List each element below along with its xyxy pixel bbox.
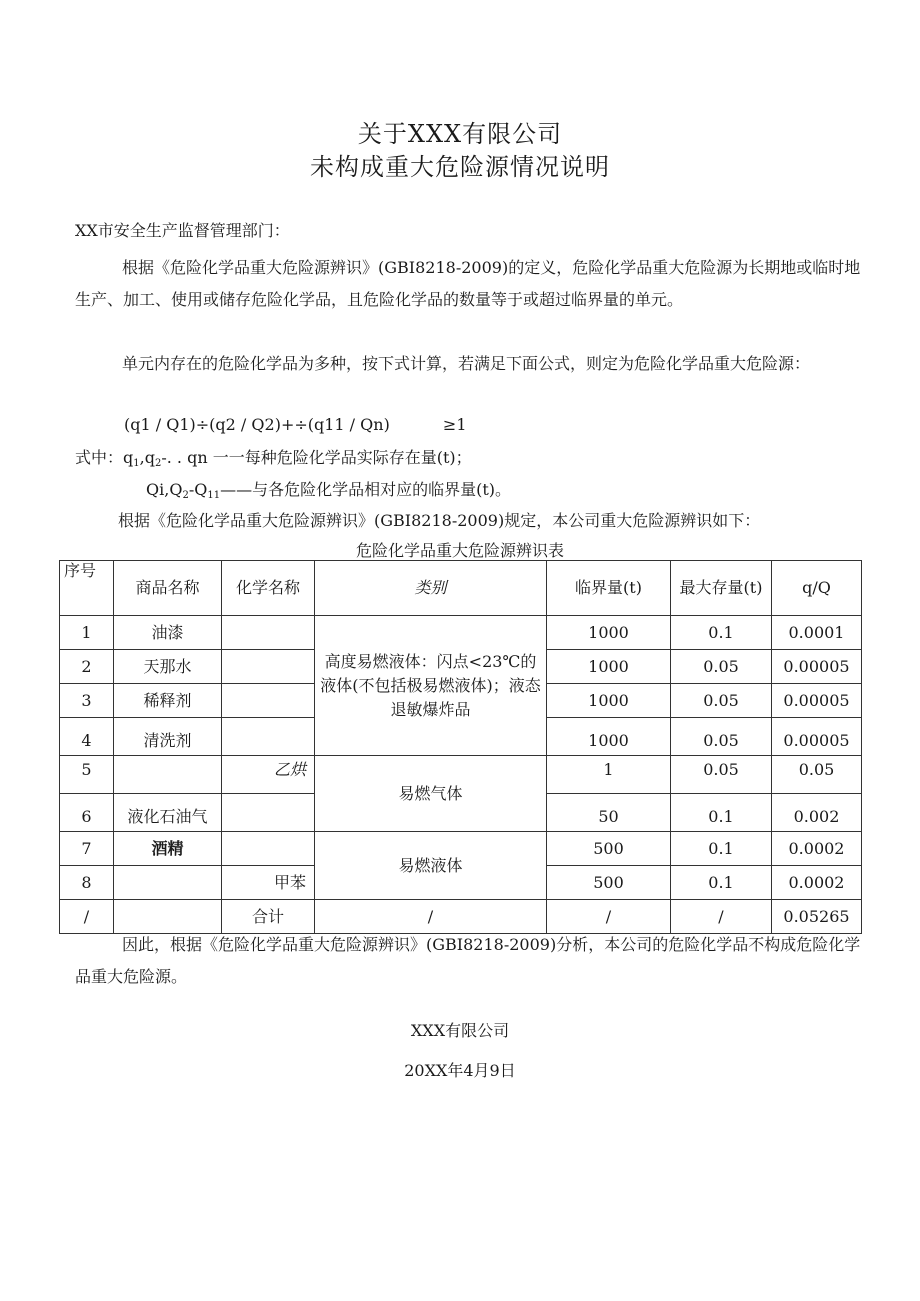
legend2-a: Qi,Q xyxy=(146,480,183,499)
header-seq: 序号 xyxy=(60,561,114,616)
formula-threshold: ≥1 xyxy=(442,415,467,434)
legend-sub-1: 1 xyxy=(133,458,140,469)
title-line-1: 关于XXX有限公司 xyxy=(357,120,563,148)
legend-rest: -. . qn 一一每种危险化学品实际存在量(t)； xyxy=(161,448,472,467)
table-caption: 危险化学品重大危险源辨识表 xyxy=(355,541,564,560)
cell-product xyxy=(114,866,222,900)
cell-product: 液化石油气 xyxy=(114,794,222,832)
legend-q: q xyxy=(123,448,134,467)
cell-chem xyxy=(222,684,315,718)
formula-expression: (q1 / Q1)÷(q2 / Q2)+÷(q11 / Qn) xyxy=(124,415,390,434)
signature-date: 20XX年4月9日 xyxy=(404,1061,516,1080)
cell-product: 酒精 xyxy=(114,832,222,866)
cell-product xyxy=(114,756,222,794)
cell-max: 0.1 xyxy=(671,832,772,866)
cell-max: 0.1 xyxy=(671,616,772,650)
cell-seq: 5 xyxy=(60,756,114,794)
header-chem: 化学名称 xyxy=(222,561,315,616)
table-header-row xyxy=(60,561,862,616)
cell-chem xyxy=(222,718,315,756)
formula-legend-Q xyxy=(146,480,511,500)
cell-ratio: 0.0002 xyxy=(772,832,862,866)
cell-threshold: 1000 xyxy=(547,650,671,684)
signature-company: XXX有限公司 xyxy=(410,1021,510,1040)
total-threshold: / xyxy=(547,900,671,934)
cell-threshold: 500 xyxy=(547,832,671,866)
cell-ratio: 0.002 xyxy=(772,794,862,832)
cell-max: 0.05 xyxy=(671,684,772,718)
total-max: / xyxy=(671,900,772,934)
paragraph-multiple: 单元内存在的危险化学品为多种，按下式计算，若满足下面公式，则定为危险化学品重大危险源： xyxy=(122,354,811,373)
cell-chem xyxy=(222,650,315,684)
cell-seq: 8 xyxy=(60,866,114,900)
header-category: 类别 xyxy=(315,561,547,616)
cell-threshold: 1000 xyxy=(547,616,671,650)
header-product: 商品名称 xyxy=(114,561,222,616)
cell-max: 0.1 xyxy=(671,794,772,832)
header-threshold: 临界量(t) xyxy=(547,561,671,616)
total-seq: / xyxy=(60,900,114,934)
cell-threshold: 500 xyxy=(547,866,671,900)
paragraph-definition: 根据《危险化学品重大危险源辨识》(GBI8218-2009)的定义，危险化学品重大危险源为长期地或临时地生产、加工、使用或储存危险化学品，且危险化学品的数量等于或超过临界量的单元。 xyxy=(75,258,861,309)
table-row xyxy=(60,756,862,794)
cell-product: 稀释剂 xyxy=(114,684,222,718)
paragraph-conclusion: 因此，根据《危险化学品重大危险源辨识》(GBI8218-2009)分析，本公司的危险化学品不构成危险化学品重大危险源。 xyxy=(75,935,861,986)
table-row xyxy=(60,616,862,650)
legend-mid: ,q xyxy=(139,448,155,467)
total-label: 合计 xyxy=(222,900,315,934)
legend-prefix: 式中： xyxy=(75,448,124,467)
cell-ratio: 0.05 xyxy=(772,756,862,794)
cell-chem xyxy=(222,832,315,866)
formula xyxy=(124,415,467,435)
cell-ratio: 0.0002 xyxy=(772,866,862,900)
cell-category-group-1: 高度易燃液体：闪点<23℃的液体(不包括极易燃液体)；液态退敏爆炸品 xyxy=(315,616,547,756)
cell-seq: 3 xyxy=(60,684,114,718)
header-ratio: q/Q xyxy=(772,561,862,616)
legend2-c: ——与各危险化学品相对应的临界量(t)。 xyxy=(220,480,511,499)
legend-sub-2: 2 xyxy=(154,458,162,469)
cell-category-group-2: 易燃气体 xyxy=(315,756,547,832)
cell-max: 0.1 xyxy=(671,866,772,900)
cell-seq: 4 xyxy=(60,718,114,756)
cell-threshold: 50 xyxy=(547,794,671,832)
cell-threshold: 1 xyxy=(547,756,671,794)
cell-ratio: 0.00005 xyxy=(772,684,862,718)
total-category: / xyxy=(315,900,547,934)
cell-max: 0.05 xyxy=(671,650,772,684)
cell-chem: 甲苯 xyxy=(222,866,315,900)
legend2-sub-11: 11 xyxy=(207,490,221,501)
cell-ratio: 0.0001 xyxy=(772,616,862,650)
header-max: 最大存量(t) xyxy=(671,561,772,616)
legend2-sub-2: 2 xyxy=(182,490,189,501)
formula-legend-q xyxy=(75,448,472,468)
cell-seq: 2 xyxy=(60,650,114,684)
table-row xyxy=(60,832,862,866)
hazard-identification-table xyxy=(59,560,862,934)
title-line-2: 未构成重大危险源情况说明 xyxy=(310,153,610,181)
cell-seq: 1 xyxy=(60,616,114,650)
cell-seq: 7 xyxy=(60,832,114,866)
cell-product: 油漆 xyxy=(114,616,222,650)
cell-max: 0.05 xyxy=(671,718,772,756)
cell-threshold: 1000 xyxy=(547,718,671,756)
cell-ratio: 0.00005 xyxy=(772,650,862,684)
cell-threshold: 1000 xyxy=(547,684,671,718)
cell-product: 清洗剂 xyxy=(114,718,222,756)
cell-ratio: 0.00005 xyxy=(772,718,862,756)
cell-chem: 乙烘 xyxy=(222,756,315,794)
total-ratio: 0.05265 xyxy=(772,900,862,934)
legend2-b: -Q xyxy=(188,480,208,499)
cell-seq: 6 xyxy=(60,794,114,832)
paragraph-identification: 根据《危险化学品重大危险源辨识》(GBI8218-2009)规定，本公司重大危险源辨识如下： xyxy=(118,511,761,530)
cell-chem xyxy=(222,794,315,832)
cell-product: 天那水 xyxy=(114,650,222,684)
cell-max: 0.05 xyxy=(671,756,772,794)
cell-chem xyxy=(222,616,315,650)
cell-category-group-3: 易燃液体 xyxy=(315,832,547,900)
addressee: XX市安全生产监督管理部门： xyxy=(75,221,290,240)
